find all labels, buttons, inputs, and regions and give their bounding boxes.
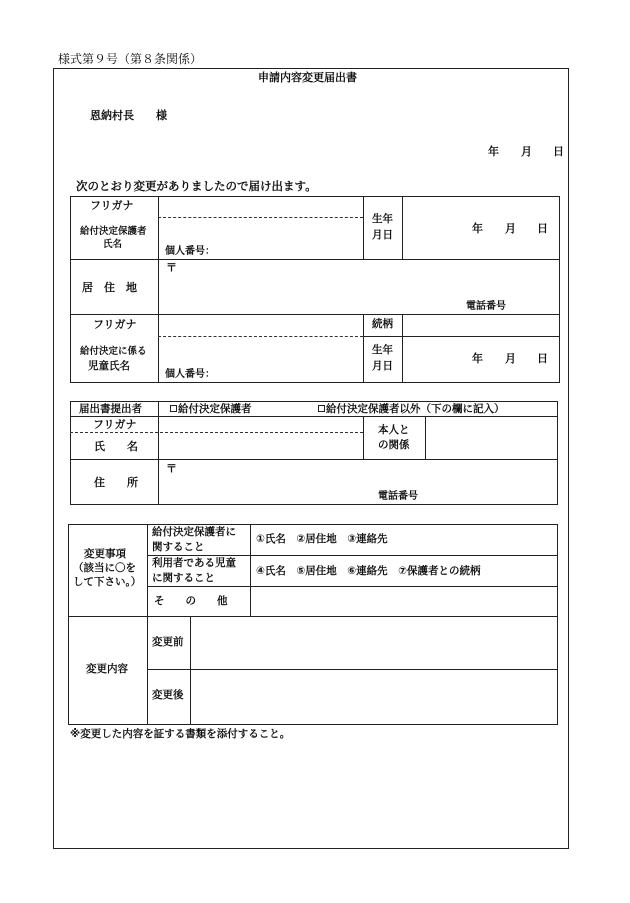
change-before-label: 変更前 <box>152 636 184 648</box>
change-row1-category: 給付決定保護者に <box>152 526 236 538</box>
submitter-relation-label: 本人と <box>378 424 410 436</box>
date-month-label: 月 <box>521 145 532 158</box>
change-row2-category: 利用者である児童 <box>152 557 236 569</box>
change-row2-options: ④氏名 ⑤居住地 ⑥連絡先 ⑦保護者との続柄 <box>256 565 481 577</box>
guardian-birth-month: 月 <box>505 222 516 235</box>
child-birth-day: 日 <box>537 352 548 365</box>
child-personal-number-label: 個人番号： <box>165 369 215 380</box>
date-day-label: 日 <box>553 145 564 158</box>
addressee: 恩納村長 様 <box>90 109 167 122</box>
document-title: 申請内容変更届出書 <box>258 71 357 84</box>
submitter-name-label: 氏 名 <box>94 440 138 453</box>
attachment-note: ※変更した内容を証する書類を添付すること。 <box>70 728 291 740</box>
guardian-postal-mark: 〒 <box>166 261 177 274</box>
change-items-label-2: （該当に〇を <box>73 562 136 574</box>
change-row1-category-2: 関すること <box>152 541 205 553</box>
date-year-label: 年 <box>488 145 499 158</box>
guardian-phone-label: 電話番号 <box>466 301 506 312</box>
submitter-option-other-checkbox[interactable] <box>318 405 325 412</box>
change-content-label: 変更内容 <box>86 663 128 675</box>
child-birth-label: 生年 <box>372 344 393 356</box>
guardian-personal-number-label: 個人番号： <box>165 246 215 257</box>
child-birth-year: 年 <box>472 352 483 365</box>
guardian-name-label-2: 氏名 <box>103 239 123 250</box>
change-row2-category-2: に関すること <box>152 572 215 584</box>
change-after-label: 変更後 <box>152 689 184 701</box>
guardian-furigana-label: フリガナ <box>90 199 134 212</box>
submitter-phone-label: 電話番号 <box>378 491 418 502</box>
child-birth-month: 月 <box>505 352 516 365</box>
change-items-label-3: して下さい。） <box>73 576 142 588</box>
change-row1-options: ①氏名 ②居住地 ③連絡先 <box>256 533 388 545</box>
submitter-address-label: 住 所 <box>94 476 138 489</box>
child-relation-label: 続柄 <box>372 318 393 330</box>
guardian-birth-label-2: 月日 <box>372 229 393 241</box>
child-furigana-label: フリガナ <box>93 318 137 331</box>
guardian-birth-day: 日 <box>537 222 548 235</box>
submitter-postal-mark: 〒 <box>166 462 177 475</box>
submitter-relation-label-2: の関係 <box>378 439 410 451</box>
child-birth-label-2: 月日 <box>372 360 393 372</box>
submitter-option-guardian-checkbox[interactable] <box>170 405 177 412</box>
submitter-furigana-label: フリガナ <box>93 418 137 431</box>
child-name-label-2: 児童氏名 <box>88 360 130 372</box>
guardian-birth-year: 年 <box>472 222 483 235</box>
guardian-name-label: 給付決定保護者 <box>80 226 147 237</box>
change-row3-category: そ の 他 <box>154 595 228 607</box>
child-name-label: 給付決定に係る <box>80 346 147 357</box>
submitter-label: 届出書提出者 <box>79 403 142 415</box>
intro-text: 次のとおり変更がありましたので届け出ます。 <box>76 179 317 193</box>
submitter-option-other-label: 給付決定保護者以外（下の欄に記入） <box>326 403 505 415</box>
submitter-option-guardian-label: 給付決定保護者 <box>178 403 252 415</box>
guardian-address-label: 居 住 地 <box>82 281 137 294</box>
guardian-birth-label: 生年 <box>372 213 393 225</box>
change-items-label: 変更事項 <box>84 548 126 560</box>
form-number: 様式第９号（第８条関係） <box>58 52 203 66</box>
